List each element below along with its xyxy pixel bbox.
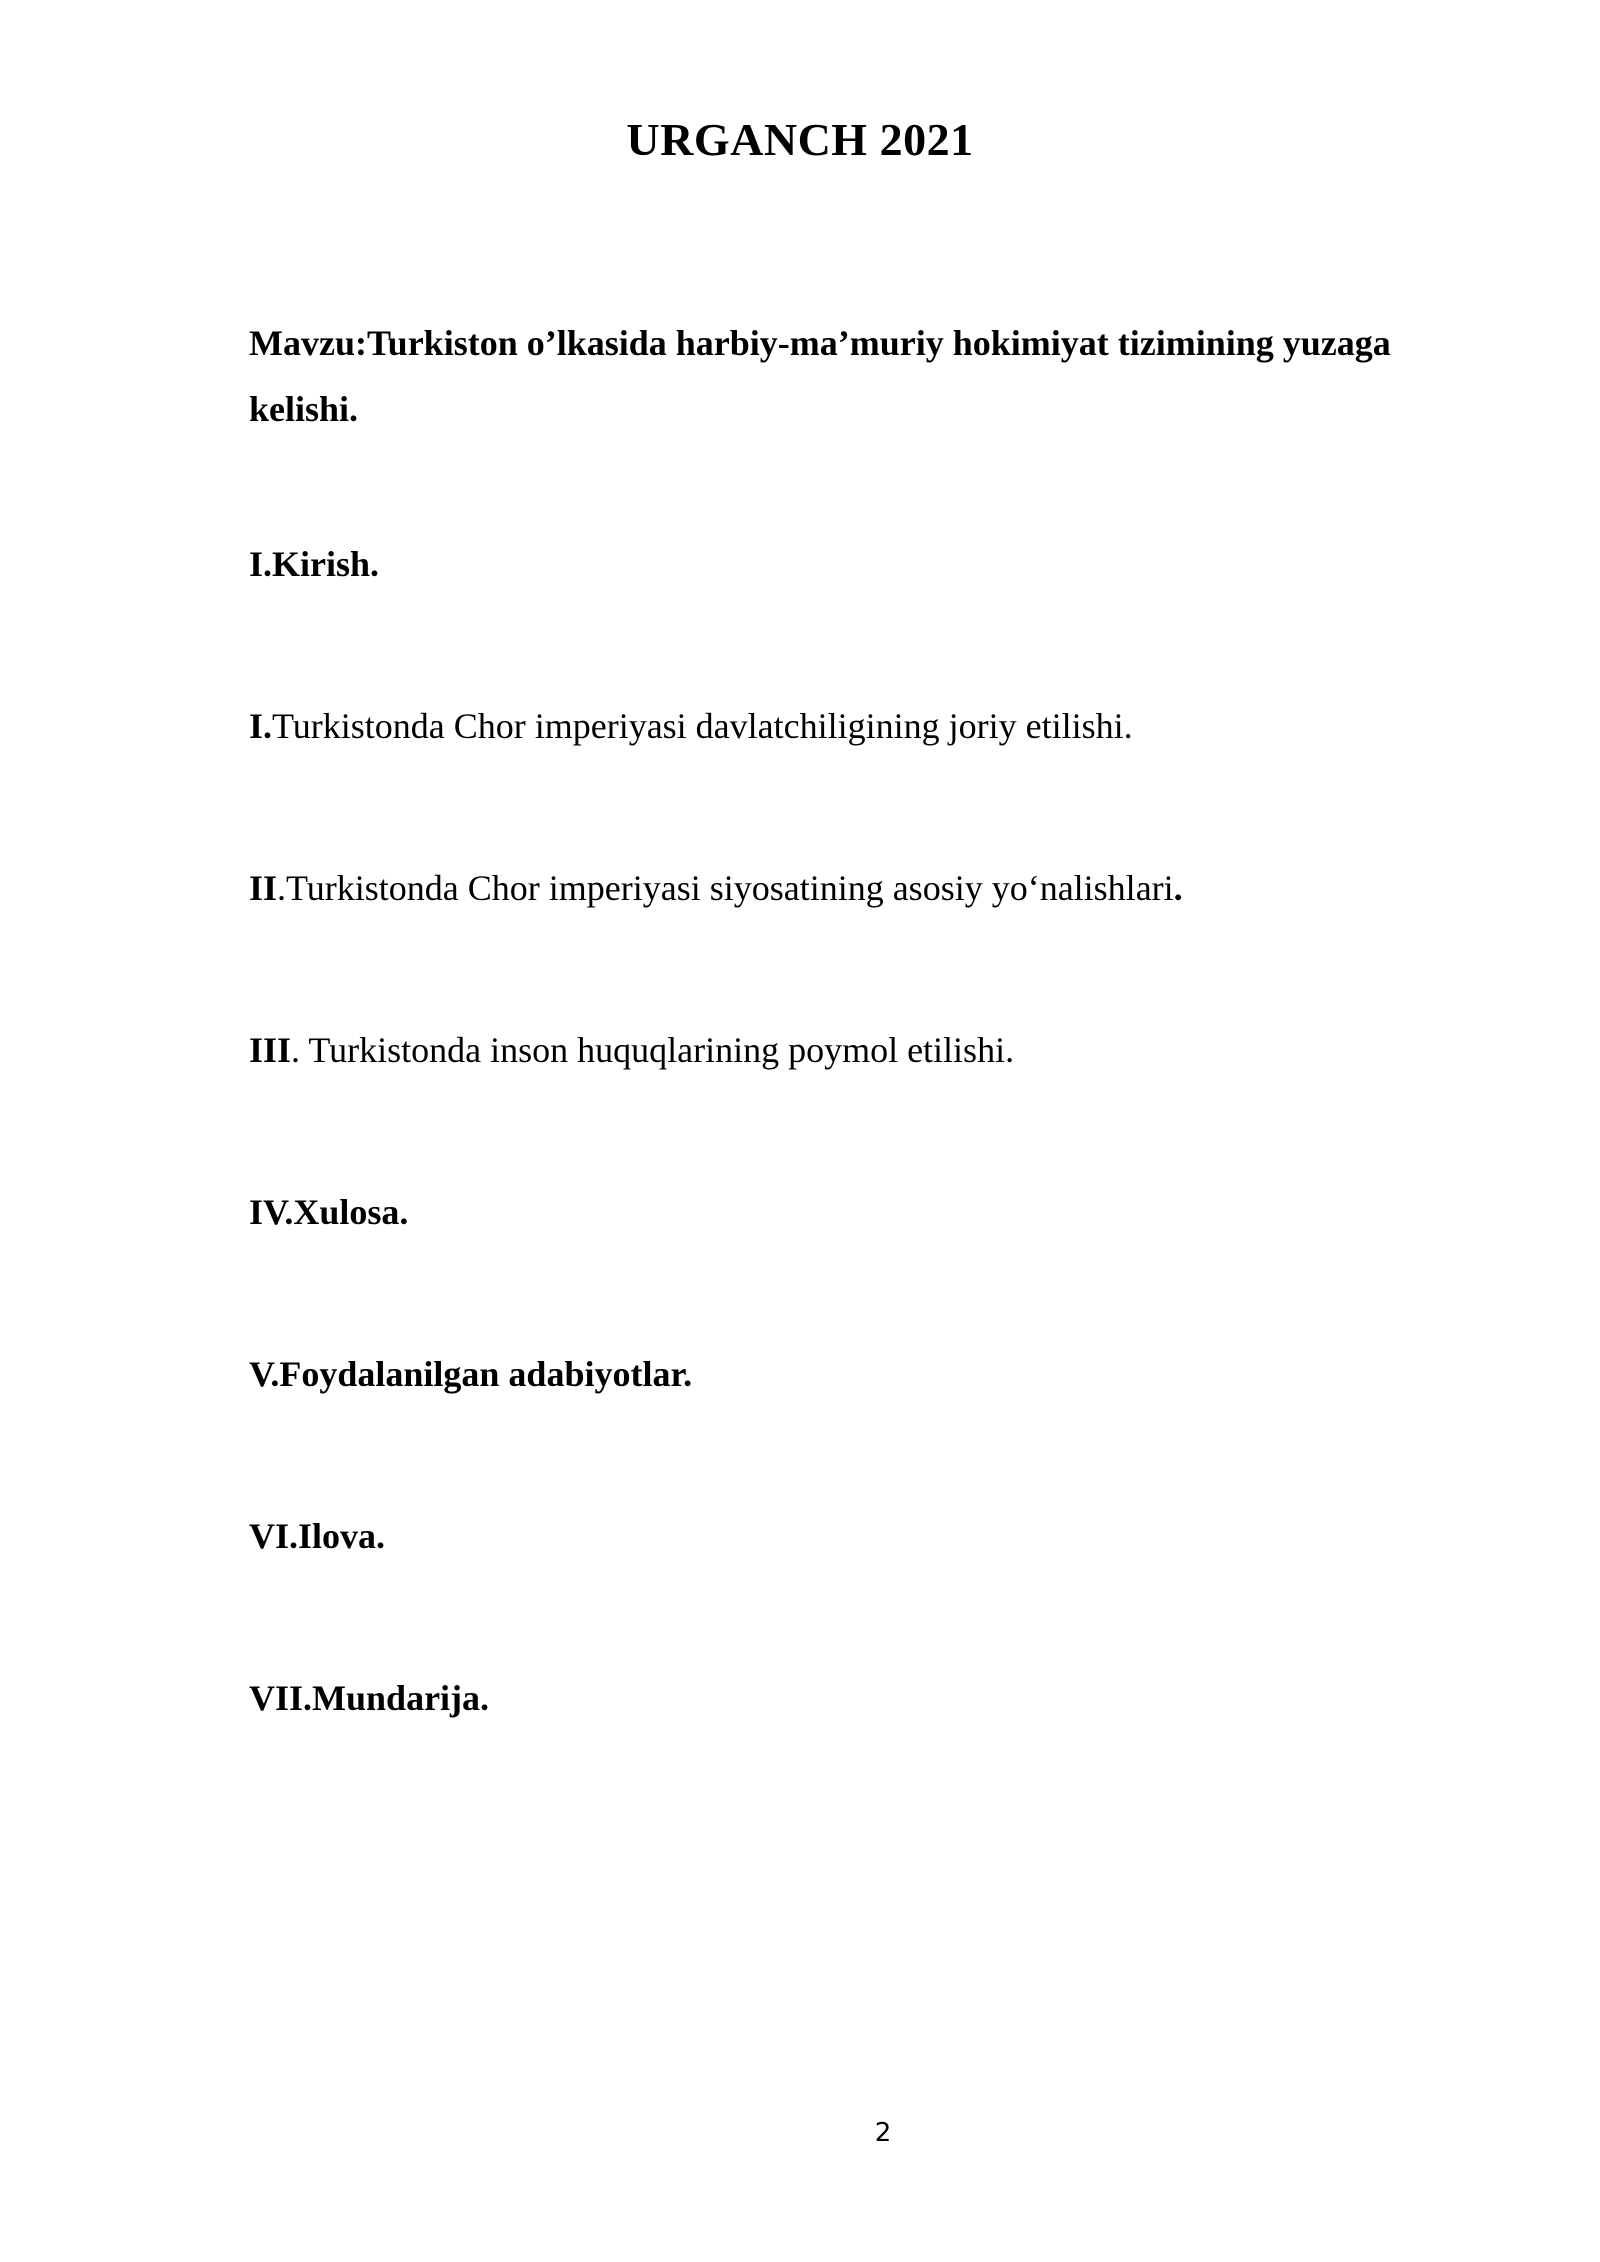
outline-number: I. [249, 706, 273, 746]
outline-text: .Turkistonda Chor imperiyasi siyosatining asosiy yo‘nalishlari [277, 868, 1174, 908]
outline-item-section-3 [249, 1028, 1014, 1072]
outline-text: Mundarija. [312, 1678, 490, 1718]
outline-item-contents [249, 1676, 489, 1720]
outline-number: III [249, 1030, 292, 1070]
outline-item-section-1 [249, 704, 1133, 748]
outline-text: . Turkistonda inson huquqlarining poymol etilishi. [291, 1030, 1015, 1070]
outline-item-appendix [249, 1514, 385, 1558]
outline-item-section-2 [249, 866, 1183, 910]
page-number: 2 [874, 2118, 892, 2148]
outline-number: II [249, 868, 278, 908]
outline-item-introduction [249, 542, 379, 586]
outline-text: Turkistonda Chor imperiyasi davlatchiligining joriy etilishi. [272, 706, 1133, 746]
outline-item-conclusion [249, 1190, 408, 1234]
outline-item-references [249, 1352, 692, 1396]
outline-number: IV. [249, 1192, 294, 1232]
outline-text: Kirish. [272, 544, 380, 584]
outline-text: Xulosa. [293, 1192, 409, 1232]
outline-number: VI. [249, 1516, 299, 1556]
outline-text: Foydalanilgan adabiyotlar. [279, 1354, 693, 1394]
outline-trailing-period: . [1173, 868, 1183, 908]
outline-number: I. [249, 544, 273, 584]
outline-number: V. [249, 1354, 280, 1394]
topic-line: Mavzu:Turkiston o’lkasida harbiy-ma’muriy hokimiyat tizimining yuzaga kelishi. [249, 323, 1391, 429]
document-header: URGANCH 2021 [626, 114, 974, 165]
outline-number: VII. [249, 1678, 313, 1718]
outline-text: Ilova. [298, 1516, 386, 1556]
